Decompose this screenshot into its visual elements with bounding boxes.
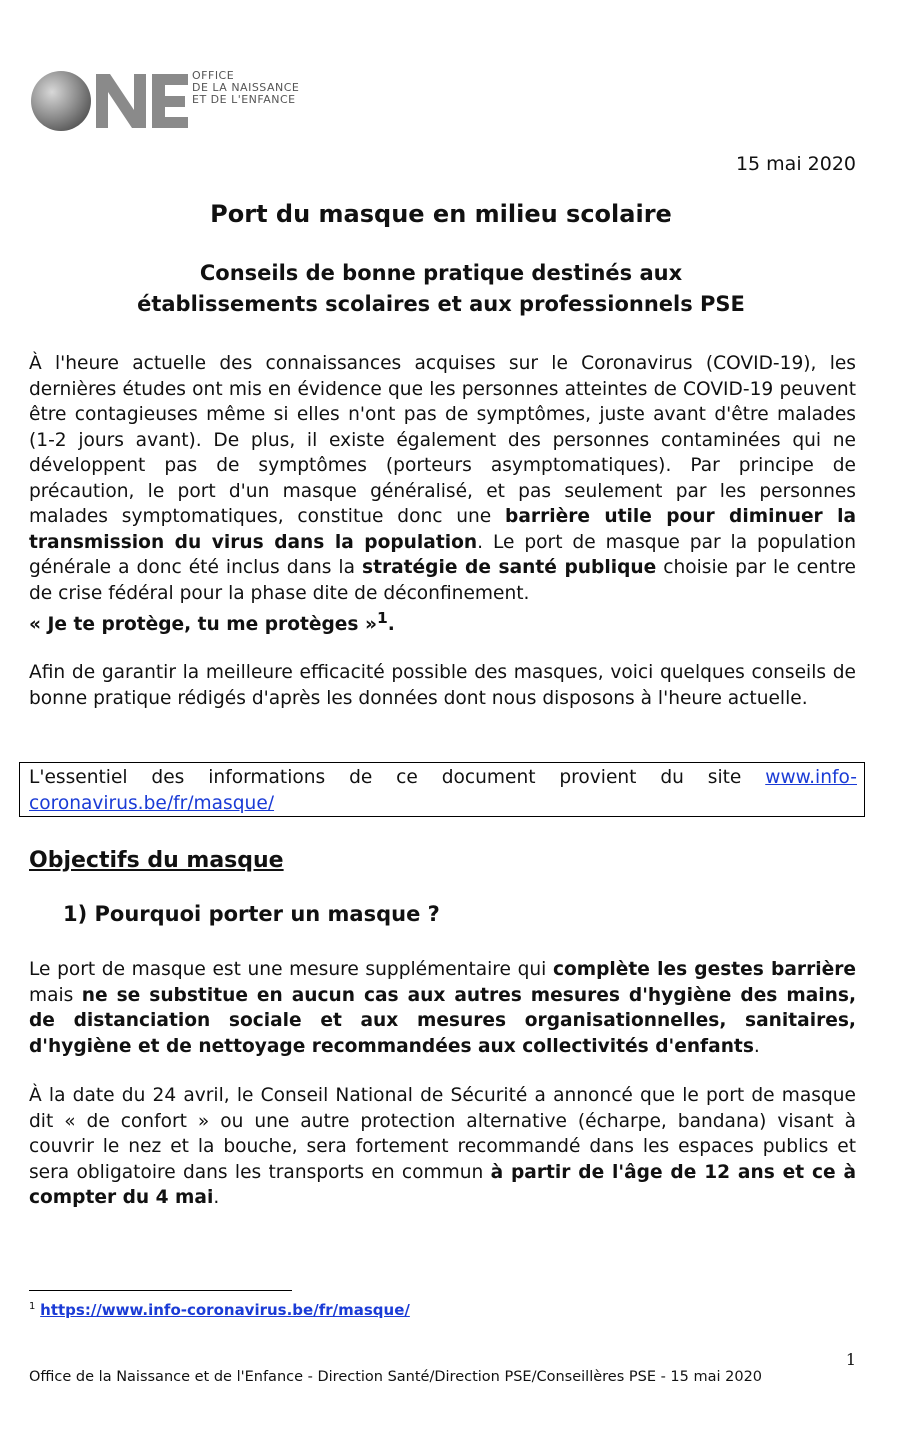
regulation-paragraph: À la date du 24 avril, le Conseil National de Sécurité a annoncé que le port de masque dit « de confort » ou une autre protection alternative (écharpe, bandana) visant à couvrir le nez et la bouche, sera fortement recommandé dans les espaces publics et sera obligatoire dans les transports en commun à partir de l'âge de 12 ans et ce à compter du 4 mai.: [29, 1085, 857, 1208]
intro-paragraph: À l'heure actuelle des connaissances acquises sur le Coronavirus (COVID-19), les dernières études ont mis en évidence que les personnes atteintes de COVID-19 peuvent être contagieuses même si elles n'ont pas de symptômes, juste avant d'être malades (1-2 jours avant). De plus, il existe également des personnes contaminées qui ne développent pas de symptômes (porteurs asymptomatiques). Par principe de précaution, le port d'un masque généralisé, et pas seulement par les personnes malades symptomatiques, constitue donc une barrière utile pour diminuer la transmission du virus dans la population. Le port de masque par la population générale a donc été inclus dans la stratégie de santé publique choisie par le centre de crise fédéral pour la phase dite de déconfinement. « Je te protège, tu me protèges »$^1$.: [29, 353, 856, 636]
document-title: Port du masque en milieu scolaire: [210, 200, 672, 228]
footnote-link[interactable]: https://www.info-coronavirus.be/fr/masque/: [40, 1301, 410, 1319]
mask-purpose-paragraph: Le port de masque est une mesure supplémentaire qui complète les gestes barrière mais ne se substitue en aucun cas aux autres mesures d'hygiène des mains, de distanciation sociale et aux mesures organisationnelles, sanitaires, d'hygiène et de nettoyage recommandées aux collectivités d'enfants.: [29, 959, 857, 1057]
footnote-number: 1: [29, 1301, 36, 1312]
advice-paragraph: Afin de garantir la meilleure efficacité possible des masques, voici quelques conseils de bonne pratique rédigés d'après les données dont nous disposons à l'heure actuelle.: [29, 662, 856, 709]
subtitle-line: établissements scolaires et aux professionnels PSE: [137, 292, 745, 316]
source-text: L'essentiel des informations de ce document provient du site www.info-coronavirus.be/fr/masque/: [29, 767, 857, 814]
section-heading: Objectifs du masque: [29, 848, 284, 873]
logo-line: DE LA NAISSANCE: [192, 81, 300, 94]
logo-text: [192, 70, 299, 106]
logo-line: ET DE L'ENFANCE: [192, 93, 296, 106]
source-link[interactable]: www.info-coronavirus.be/fr/masque/: [29, 767, 857, 814]
footnote: [29, 1301, 410, 1319]
document-subtitle: [0, 258, 882, 320]
source-box: [19, 762, 865, 817]
footnote-divider: [29, 1290, 292, 1291]
document-date: 15 mai 2020: [735, 153, 856, 175]
page-footer: Office de la Naissance et de l'Enfance - Direction Santé/Direction PSE/Conseillères PSE - 15 mai 2020: [29, 1369, 763, 1385]
logo-line: OFFICE: [192, 69, 235, 82]
page-number: 1: [845, 1350, 856, 1369]
footnote-ref[interactable]: 1: [376, 609, 388, 627]
slogan: « Je te protège, tu me protèges »$^1$.: [29, 609, 395, 636]
question-heading: 1) Pourquoi porter un masque ?: [63, 902, 440, 926]
subtitle-line: Conseils de bonne pratique destinés aux: [199, 261, 683, 285]
